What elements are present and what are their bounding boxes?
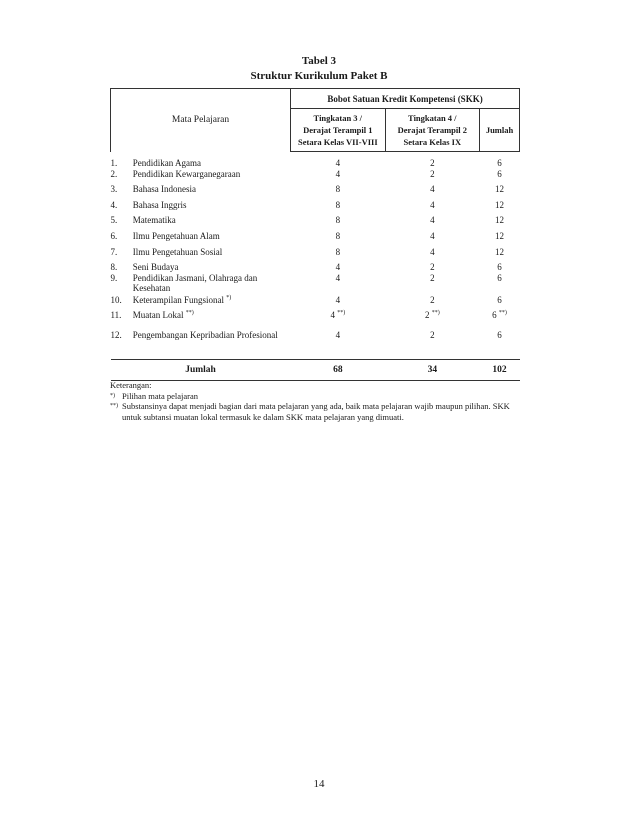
row-number: [111, 310, 133, 330]
subject-name-sup: *): [226, 294, 232, 301]
row-number: [111, 215, 133, 231]
note-2-line2: untuk subtansi muatan lokal termasuk ke dalam SKK mata pelajaran yang dimuati.: [122, 411, 404, 422]
subject-name-text: Matematika: [132, 214, 176, 225]
table-row: [111, 247, 520, 262]
subject-name: [133, 273, 291, 295]
value-jumlah-text: 12: [495, 230, 505, 241]
value-jumlah: [480, 184, 520, 200]
note-2: [110, 401, 540, 412]
subject-name: [133, 310, 291, 330]
subject-name-text: Seni Budaya: [132, 261, 179, 272]
header-subject: Mata Pelajaran: [111, 89, 291, 152]
value-tingkatan-4: [385, 200, 480, 215]
total-v1: 68: [291, 360, 386, 381]
value-jumlah: [480, 262, 520, 273]
table-row: [111, 262, 520, 273]
subject-name-text: Bahasa Inggris: [132, 199, 187, 210]
value-tingkatan-4: [385, 169, 480, 184]
row-number-text: 11.: [110, 309, 122, 320]
value-jumlah: [480, 247, 520, 262]
value-tingkatan-3-text: 8: [335, 230, 341, 241]
table-row: [111, 295, 520, 310]
value-tingkatan-3-text: 4: [335, 294, 341, 305]
table-body: [111, 152, 520, 360]
value-jumlah-text: 6: [497, 157, 502, 168]
value-tingkatan-4: [385, 262, 480, 273]
footnotes: [110, 380, 540, 422]
value-tingkatan-3-text: 4: [335, 157, 341, 168]
subject-name: [133, 169, 291, 184]
row-number-text: 6.: [110, 230, 118, 241]
value-tingkatan-3-text: 4: [335, 329, 341, 340]
row-number-text: 1.: [110, 157, 118, 168]
value-tingkatan-4: [385, 273, 480, 295]
table-row: [111, 184, 520, 200]
note-1-mark: *): [110, 392, 115, 399]
header-col1-line1: Tingkatan 3 /: [313, 113, 363, 123]
value-tingkatan-3-text: 4: [335, 272, 341, 283]
value-tingkatan-3-text: 4: [330, 309, 335, 320]
header-col2-line3: Setara Kelas IX: [403, 137, 462, 147]
value-tingkatan-3: [291, 158, 386, 169]
value-tingkatan-3: [291, 231, 386, 247]
value-jumlah: [480, 215, 520, 231]
table-row: [111, 169, 520, 184]
note-2-cont: [110, 412, 540, 423]
value-tingkatan-4: [385, 330, 480, 356]
value-jumlah-text: 6: [497, 168, 502, 179]
value-jumlah-text: 6: [492, 309, 497, 320]
value-tingkatan-3: [291, 247, 386, 262]
value-jumlah: [480, 231, 520, 247]
subject-name: [133, 247, 291, 262]
row-number-text: 12.: [110, 329, 122, 340]
value-jumlah: [480, 273, 520, 295]
value-tingkatan-3: [291, 169, 386, 184]
header-col2-line1: Tingkatan 4 /: [408, 113, 457, 123]
row-number: [111, 295, 133, 310]
subject-name: [133, 184, 291, 200]
row-number-text: 5.: [110, 214, 118, 225]
value-tingkatan-4-sup: **): [431, 309, 440, 316]
value-tingkatan-4: [385, 310, 480, 330]
value-jumlah-text: 12: [495, 199, 505, 210]
row-number-text: 10.: [110, 294, 122, 305]
row-number: [111, 330, 133, 356]
row-number: [111, 169, 133, 184]
row-number: [111, 273, 133, 295]
value-tingkatan-4-text: 2: [430, 329, 435, 340]
row-number: [111, 158, 133, 169]
subject-name: [133, 295, 291, 310]
row-number-text: 9.: [110, 272, 118, 283]
subject-name-text: Ilmu Pengetahuan Sosial: [132, 246, 223, 257]
value-jumlah-sup: **): [498, 309, 507, 316]
row-number: [111, 200, 133, 215]
table-row: [111, 330, 520, 356]
row-number-text: 8.: [110, 261, 118, 272]
value-jumlah-text: 12: [495, 183, 505, 194]
subject-name-sup: **): [185, 309, 194, 316]
row-number-text: 2.: [110, 168, 118, 179]
value-tingkatan-4-text: 4: [430, 183, 435, 194]
row-number-text: 4.: [110, 199, 118, 210]
curriculum-table: [110, 88, 520, 381]
value-tingkatan-3-text: 8: [335, 183, 341, 194]
table-title: Struktur Kurikulum Paket B: [250, 70, 388, 82]
value-tingkatan-3: [291, 310, 386, 330]
subject-name-text: Pendidikan Kewarganegaraan: [132, 168, 241, 179]
subject-name-text: Pengembangan Kepribadian Profesional: [132, 329, 278, 340]
subject-name: [133, 215, 291, 231]
subject-name: [133, 262, 291, 273]
subject-name: [133, 330, 291, 356]
subject-name-text: Pendidikan Jasmani, Olahraga dan Kesehatan: [132, 272, 258, 293]
table-row: [111, 200, 520, 215]
note-1-text: Pilihan mata pelajaran: [122, 390, 198, 401]
value-tingkatan-4-text: 2: [424, 309, 430, 320]
note-2-line1: Substansinya dapat menjadi bagian dari mata pelajaran yang ada, baik mata pelajaran wajib maupun pilihan. SKK: [122, 401, 510, 411]
value-jumlah-text: 12: [495, 246, 505, 257]
notes-heading: Keterangan:: [110, 380, 152, 390]
table-row: [111, 310, 520, 330]
value-tingkatan-3: [291, 184, 386, 200]
page-number: 14: [313, 778, 325, 790]
table-row: [111, 231, 520, 247]
value-jumlah: [480, 169, 520, 184]
header-tingkatan-3: [291, 109, 386, 152]
note-2-mark: **): [110, 403, 118, 409]
note-1: [110, 391, 540, 402]
value-tingkatan-4-text: 4: [430, 199, 435, 210]
value-tingkatan-4-text: 2: [430, 261, 435, 272]
subject-name: [133, 200, 291, 215]
value-jumlah-text: 12: [495, 214, 505, 225]
value-jumlah: [480, 158, 520, 169]
value-tingkatan-4: [385, 295, 480, 310]
value-tingkatan-3-text: 4: [335, 261, 341, 272]
row-number: [111, 247, 133, 262]
value-tingkatan-3: [291, 295, 386, 310]
value-tingkatan-3-text: 4: [335, 168, 341, 179]
value-tingkatan-4-text: 4: [430, 230, 435, 241]
value-tingkatan-4: [385, 215, 480, 231]
row-number-text: 7.: [110, 246, 118, 257]
value-tingkatan-4-text: 2: [430, 272, 435, 283]
subject-name-text: Bahasa Indonesia: [132, 183, 196, 194]
value-tingkatan-4-text: 4: [430, 246, 435, 257]
row-number: [111, 262, 133, 273]
total-v3: 102: [480, 360, 520, 381]
value-tingkatan-4-text: 2: [430, 294, 435, 305]
value-tingkatan-4: [385, 231, 480, 247]
value-jumlah: [480, 330, 520, 356]
table-row: [111, 215, 520, 231]
value-tingkatan-4: [385, 158, 480, 169]
value-tingkatan-3: [291, 215, 386, 231]
value-tingkatan-3-text: 8: [335, 246, 341, 257]
subject-name-text: Keterampilan Fungsional: [132, 294, 224, 305]
total-row: [111, 360, 520, 381]
value-tingkatan-4: [385, 247, 480, 262]
value-jumlah-text: 6: [497, 272, 502, 283]
value-tingkatan-3-text: 8: [335, 199, 341, 210]
value-tingkatan-3: [291, 262, 386, 273]
total-label: Jumlah: [111, 360, 291, 381]
subject-name-text: Ilmu Pengetahuan Alam: [132, 230, 220, 241]
header-col2-line2: Derajat Terampil 2: [397, 125, 468, 135]
table-caption: Tabel 3: [301, 55, 337, 67]
value-tingkatan-3: [291, 273, 386, 295]
row-number-text: 3.: [110, 183, 118, 194]
value-jumlah-text: 6: [497, 329, 502, 340]
value-jumlah-text: 6: [497, 261, 502, 272]
header-col1-line2: Derajat Terampil 1: [303, 125, 373, 135]
header-col1-line3: Setara Kelas VII-VIII: [297, 137, 378, 147]
value-tingkatan-4-text: 4: [430, 214, 435, 225]
value-tingkatan-4-text: 2: [430, 157, 435, 168]
subject-name-text: Pendidikan Agama: [132, 157, 201, 168]
value-tingkatan-4-text: 2: [430, 168, 435, 179]
subject-name: [133, 158, 291, 169]
subject-name: [133, 231, 291, 247]
table-row: [111, 273, 520, 295]
row-number: [111, 184, 133, 200]
total-v2: 34: [385, 360, 480, 381]
value-tingkatan-3-sup: **): [337, 309, 346, 316]
table-row: [111, 158, 520, 169]
value-tingkatan-4: [385, 184, 480, 200]
value-tingkatan-3: [291, 330, 386, 356]
header-jumlah: Jumlah: [480, 109, 520, 152]
header-skk-group: Bobot Satuan Kredit Kompetensi (SKK): [291, 89, 520, 109]
value-jumlah: [480, 310, 520, 330]
value-tingkatan-3-text: 8: [335, 214, 341, 225]
value-jumlah: [480, 295, 520, 310]
value-jumlah: [480, 200, 520, 215]
subject-name-text: Muatan Lokal: [132, 309, 184, 320]
row-number: [111, 231, 133, 247]
value-tingkatan-3: [291, 200, 386, 215]
value-jumlah-text: 6: [497, 294, 502, 305]
header-tingkatan-4: [385, 109, 480, 152]
